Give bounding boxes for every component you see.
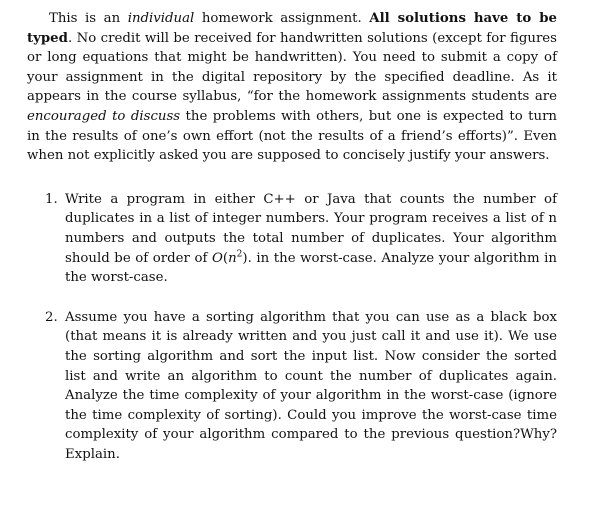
question-number: 2. — [45, 309, 58, 325]
question-number: 1. — [45, 191, 58, 207]
intro-italic-encouraged: encouraged to discuss — [27, 108, 181, 124]
intro-italic-individual: individual — [127, 11, 195, 26]
math-n: n — [228, 250, 237, 266]
intro-bold-typed: All solutions have to be typed — [27, 11, 558, 46]
math-O: O — [211, 250, 223, 266]
intro-text: . No credit will be received for handwritten solutions (except for figures or long equations that might be handwritten). You need to submit a copy of your assignment in the digital repository by the specified deadline. As it appears in the course syllabus, “for the homework assignments students are — [27, 30, 557, 105]
intro-text: homework assignment. — [194, 11, 370, 26]
question-text: Write a program in either C++ or Java that counts the number of duplicates in a list of integer numbers. Your program receives a list of n numbers and outputs the total number of duplicates. Your algorithm should be of order of — [65, 191, 557, 266]
intro-text: the problems with others, but one is expected to turn in the results of one’s own effort (not the results of a friend’s efforts)”. Even when not explicitly asked you are supposed to concisely justify your answers. — [27, 108, 557, 164]
question-item-2 — [27, 308, 557, 465]
question-list — [27, 190, 557, 465]
math-exponent: 2 — [236, 249, 243, 260]
question-text: Assume you have a sorting algorithm that you can use as a black box (that means it is already written and you just call it and use it). We use the sorting algorithm and sort the input list. Now consider the sorted list and write an algorithm to count the number of duplicates again. Analyze the time complexity of your algorithm in the worst-case (ignore the time complexity of sorting). Could you improve the worst-case time complexity of your algorithm compared to the previous question?Why? Explain. — [65, 309, 557, 462]
question-text: . in the worst-case. Analyze your algorithm in the worst-case. — [65, 250, 557, 286]
intro-paragraph — [27, 9, 557, 166]
math-open-paren: ( — [222, 250, 229, 266]
question-item-1 — [27, 190, 557, 288]
big-o-expression — [212, 251, 248, 266]
intro-text: This is an — [49, 11, 128, 26]
math-close-paren: ) — [242, 250, 248, 266]
